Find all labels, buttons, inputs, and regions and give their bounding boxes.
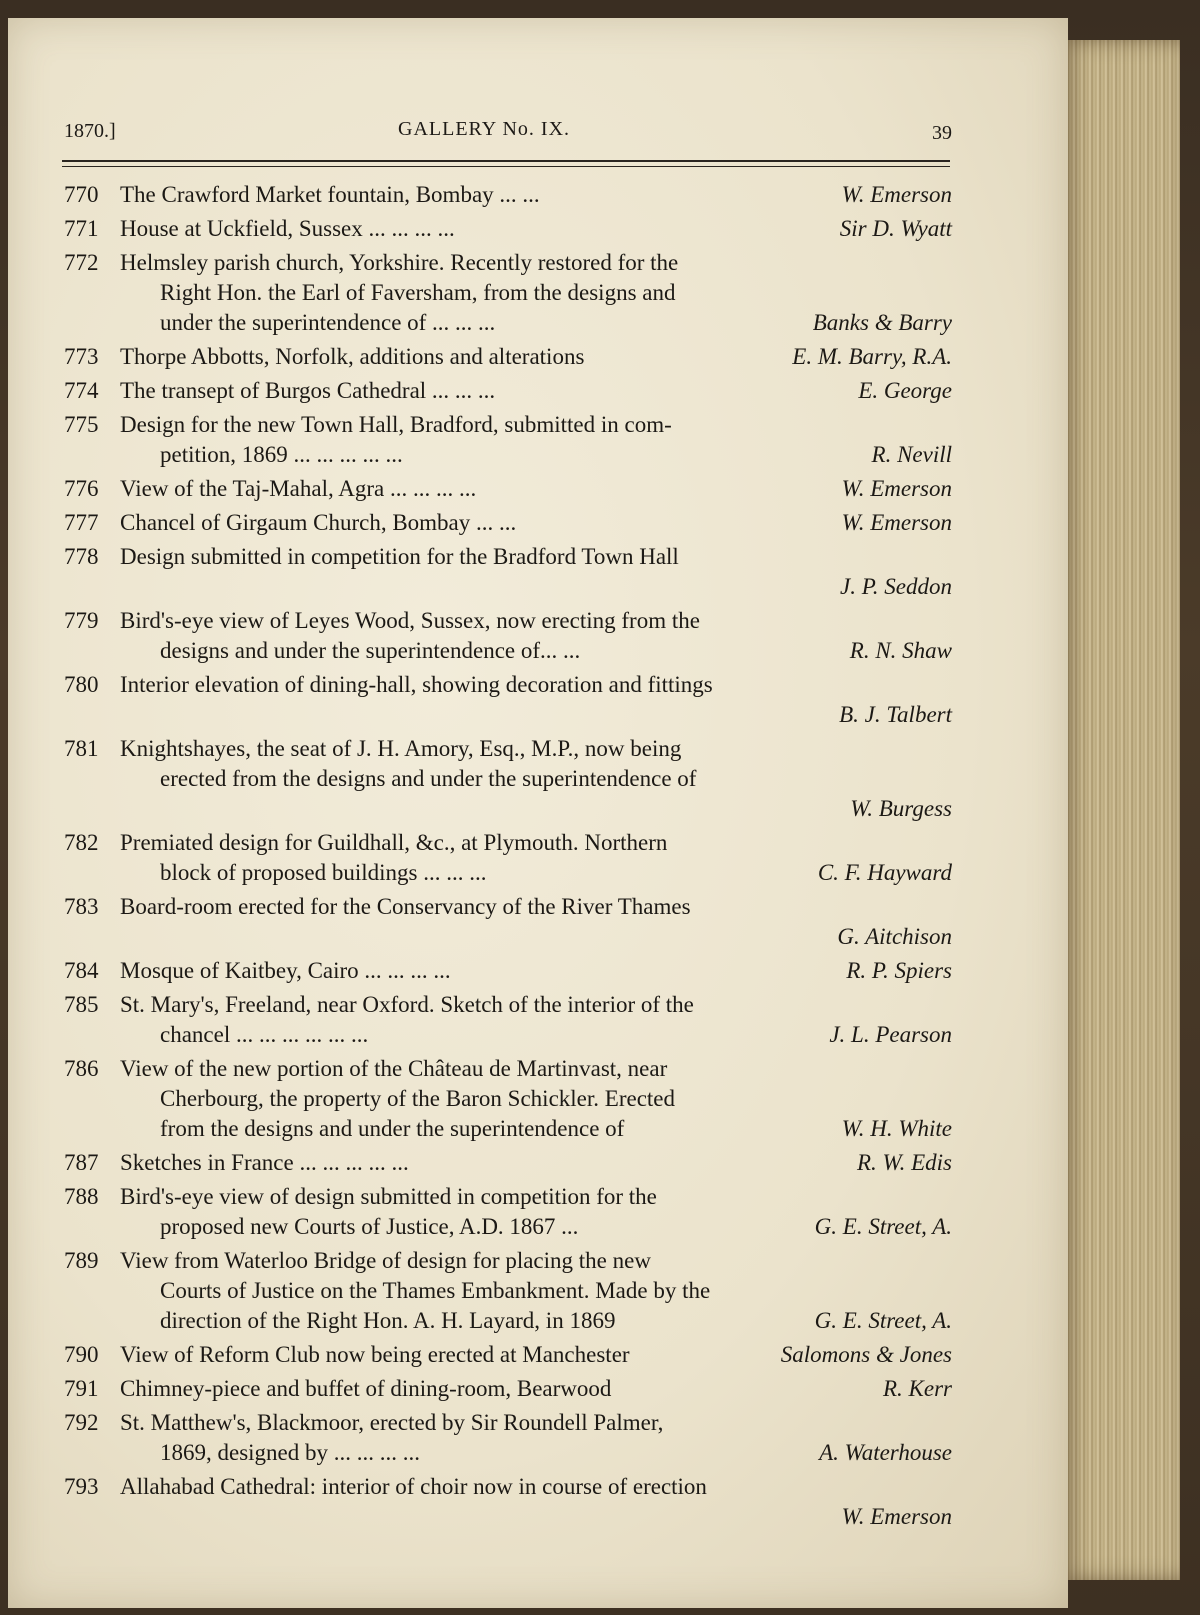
entry-line — [64, 1212, 952, 1242]
entry-line — [64, 1276, 952, 1306]
entry-number: 785 — [64, 992, 99, 1017]
entry-title-text: proposed new Courts of Justice, A.D. 1867 ... — [160, 1214, 579, 1239]
entry-title-text: Allahabad Cathedral: interior of choir now in course of erection — [120, 1474, 707, 1499]
entry-title-text: The transept of Burgos Cathedral ... ... ... — [120, 378, 496, 403]
entry-title-text: Right Hon. the Earl of Faversham, from the designs and — [160, 280, 676, 305]
entry-number: 783 — [64, 894, 99, 919]
entry-title-text: under the superintendence of ... ... ... — [160, 310, 496, 335]
page-edges — [1062, 40, 1180, 1580]
entry-line — [64, 892, 952, 922]
entry-architect: Banks & Barry — [812, 310, 952, 335]
entry-title-text: 1869, designed by ... ... ... ... — [160, 1440, 421, 1465]
entry-architect: E. George — [858, 378, 952, 403]
entry-architect: G. E. Street, A. — [814, 1308, 952, 1333]
entry-line — [64, 572, 952, 602]
entry-title-text: Thorpe Abbotts, Norfolk, additions and alterations — [120, 344, 585, 369]
catalogue-entry — [64, 376, 952, 410]
entry-line — [64, 376, 952, 406]
entry-line — [64, 1340, 952, 1370]
entry-number: 780 — [64, 672, 99, 697]
entry-number: 778 — [64, 544, 99, 569]
entry-line — [64, 1054, 952, 1084]
catalogue-entry — [64, 734, 952, 828]
entry-line — [64, 508, 952, 538]
entry-architect: W. Emerson — [841, 182, 952, 207]
catalogue-entries — [64, 180, 952, 1536]
entry-architect: R. N. Shaw — [849, 638, 952, 663]
entry-architect: R. Nevill — [871, 442, 952, 467]
entry-title-text: View of Reform Club now being erected at Manchester — [120, 1342, 630, 1367]
entry-number: 791 — [64, 1376, 99, 1401]
entry-title-text: designs and under the superintendence of... ... — [160, 638, 581, 663]
catalogue-entry — [64, 892, 952, 956]
entry-line — [64, 1148, 952, 1178]
header-gallery-title: GALLERY No. IX. — [398, 118, 571, 140]
entry-number: 775 — [64, 412, 99, 437]
entry-architect: B. J. Talbert — [839, 702, 952, 727]
entry-number: 772 — [64, 250, 99, 275]
catalogue-entry — [64, 410, 952, 474]
entry-line — [64, 606, 952, 636]
entry-line — [64, 474, 952, 504]
entry-architect: R. W. Edis — [857, 1150, 952, 1175]
catalogue-entry — [64, 1246, 952, 1340]
entry-title-text: Design submitted in competition for the Bradford Town Hall — [120, 544, 679, 569]
catalogue-entry — [64, 1148, 952, 1182]
entry-number: 792 — [64, 1410, 99, 1435]
entry-number: 771 — [64, 216, 99, 241]
entry-line — [64, 828, 952, 858]
catalogue-entry — [64, 180, 952, 214]
catalogue-entry — [64, 606, 952, 670]
entry-number: 784 — [64, 958, 99, 983]
catalogue-entry — [64, 214, 952, 248]
entry-architect: W. H. White — [841, 1116, 952, 1141]
entry-line — [64, 214, 952, 244]
entry-title-text: petition, 1869 ... ... ... ... ... — [160, 442, 403, 467]
entry-line — [64, 1182, 952, 1212]
entry-number: 782 — [64, 830, 99, 855]
entry-architect: W. Emerson — [841, 1504, 952, 1529]
entry-number: 790 — [64, 1342, 99, 1367]
entry-number: 781 — [64, 736, 99, 761]
catalogue-entry — [64, 508, 952, 542]
catalogue-entry — [64, 828, 952, 892]
entry-architect: Sir D. Wyatt — [839, 216, 952, 241]
entry-line — [64, 700, 952, 730]
entry-architect: R. Kerr — [883, 1376, 952, 1401]
header-year: 1870.] — [64, 120, 116, 142]
entry-title-text: Sketches in France ... ... ... ... ... — [120, 1150, 409, 1175]
entry-title-text: chancel ... ... ... ... ... ... — [160, 1022, 369, 1047]
entry-line — [64, 922, 952, 952]
entry-line — [64, 764, 952, 794]
entry-architect: J. P. Seddon — [839, 574, 952, 599]
entry-line — [64, 248, 952, 278]
entry-architect: J. L. Pearson — [829, 1022, 952, 1047]
catalogue-entry — [64, 342, 952, 376]
entry-title-text: from the designs and under the superintendence of — [160, 1116, 625, 1141]
entry-number: 793 — [64, 1474, 99, 1499]
entry-title-text: Bird's-eye view of Leyes Wood, Sussex, now erecting from the — [120, 608, 700, 633]
entry-line — [64, 1408, 952, 1438]
entry-architect: R. P. Spiers — [846, 958, 952, 983]
entry-number: 770 — [64, 182, 99, 207]
entry-line — [64, 670, 952, 700]
entry-line — [64, 1246, 952, 1276]
header-rule — [62, 160, 950, 162]
entry-title-text: Interior elevation of dining-hall, showing decoration and fittings — [120, 672, 713, 697]
catalogue-entry — [64, 1408, 952, 1472]
catalogue-entry — [64, 1182, 952, 1246]
entry-architect: W. Emerson — [841, 476, 952, 501]
entry-title-text: direction of the Right Hon. A. H. Layard, in 1869 — [160, 1308, 616, 1333]
catalogue-entry — [64, 1374, 952, 1408]
entry-title-text: View from Waterloo Bridge of design for placing the new — [120, 1248, 651, 1273]
catalogue-entry — [64, 474, 952, 508]
entry-title-text: Knightshayes, the seat of J. H. Amory, Esq., M.P., now being — [120, 736, 682, 761]
entry-line — [64, 1084, 952, 1114]
entry-title-text: View of the new portion of the Château de Martinvast, near — [120, 1056, 668, 1081]
entry-title-text: Design for the new Town Hall, Bradford, submitted in com- — [120, 412, 672, 437]
entry-line — [64, 308, 952, 338]
entry-number: 773 — [64, 344, 99, 369]
entry-line — [64, 1472, 952, 1502]
entry-number: 786 — [64, 1056, 99, 1081]
entry-title-text: Cherbourg, the property of the Baron Schickler. Erected — [160, 1086, 675, 1111]
entry-line — [64, 1020, 952, 1050]
entry-title-text: Mosque of Kaitbey, Cairo ... ... ... ... — [120, 958, 451, 983]
entry-number: 787 — [64, 1150, 99, 1175]
entry-line — [64, 1114, 952, 1144]
entry-line — [64, 1438, 952, 1468]
entry-title-text: St. Mary's, Freeland, near Oxford. Sketch of the interior of the — [120, 992, 694, 1017]
catalogue-entry — [64, 1054, 952, 1148]
catalogue-entry — [64, 248, 952, 342]
entry-line — [64, 410, 952, 440]
entry-title-text: Premiated design for Guildhall, &c., at Plymouth. Northern — [120, 830, 668, 855]
entry-title-text: House at Uckfield, Sussex ... ... ... ... — [120, 216, 455, 241]
entry-line — [64, 1374, 952, 1404]
entry-title-text: erected from the designs and under the superintendence of — [160, 766, 697, 791]
entry-number: 774 — [64, 378, 99, 403]
entry-title-text: The Crawford Market fountain, Bombay ... ... — [120, 182, 540, 207]
entry-architect: W. Burgess — [850, 796, 952, 821]
entry-line — [64, 858, 952, 888]
entry-title-text: View of the Taj-Mahal, Agra ... ... ... ... — [120, 476, 477, 501]
entry-line — [64, 990, 952, 1020]
entry-line — [64, 636, 952, 666]
entry-line — [64, 956, 952, 986]
header-rule-thin — [62, 166, 950, 167]
entry-number: 779 — [64, 608, 99, 633]
catalogue-entry — [64, 542, 952, 606]
entry-architect: A. Waterhouse — [819, 1440, 952, 1465]
entry-title-text: Helmsley parish church, Yorkshire. Recently restored for the — [120, 250, 679, 275]
entry-line — [64, 180, 952, 210]
entry-line — [64, 734, 952, 764]
page-number: 39 — [932, 122, 952, 144]
entry-architect: Salomons & Jones — [780, 1342, 952, 1367]
entry-architect: W. Emerson — [841, 510, 952, 535]
entry-line — [64, 542, 952, 572]
entry-number: 789 — [64, 1248, 99, 1273]
entry-line — [64, 342, 952, 372]
entry-number: 777 — [64, 510, 99, 535]
entry-title-text: Bird's-eye view of design submitted in competition for the — [120, 1184, 657, 1209]
entry-number: 776 — [64, 476, 99, 501]
catalogue-entry — [64, 990, 952, 1054]
entry-architect: C. F. Hayward — [817, 860, 952, 885]
entry-title-text: block of proposed buildings ... ... ... — [160, 860, 487, 885]
catalogue-entry — [64, 670, 952, 734]
entry-title-text: Board-room erected for the Conservancy of the River Thames — [120, 894, 691, 919]
entry-architect: E. M. Barry, R.A. — [792, 344, 952, 369]
entry-title-text: Chimney-piece and buffet of dining-room, Bearwood — [120, 1376, 612, 1401]
entry-number: 788 — [64, 1184, 99, 1209]
entry-architect: G. Aitchison — [837, 924, 952, 949]
entry-line — [64, 794, 952, 824]
catalogue-entry — [64, 956, 952, 990]
entry-line — [64, 440, 952, 470]
entry-title-text: Chancel of Girgaum Church, Bombay ... ... — [120, 510, 517, 535]
entry-title-text: St. Matthew's, Blackmoor, erected by Sir Roundell Palmer, — [120, 1410, 664, 1435]
entry-line — [64, 1502, 952, 1532]
entry-line — [64, 1306, 952, 1336]
running-header — [64, 116, 952, 150]
entry-line — [64, 278, 952, 308]
catalogue-entry — [64, 1472, 952, 1536]
entry-title-text: Courts of Justice on the Thames Embankment. Made by the — [160, 1278, 711, 1303]
entry-architect: G. E. Street, A. — [814, 1214, 952, 1239]
catalogue-entry — [64, 1340, 952, 1374]
